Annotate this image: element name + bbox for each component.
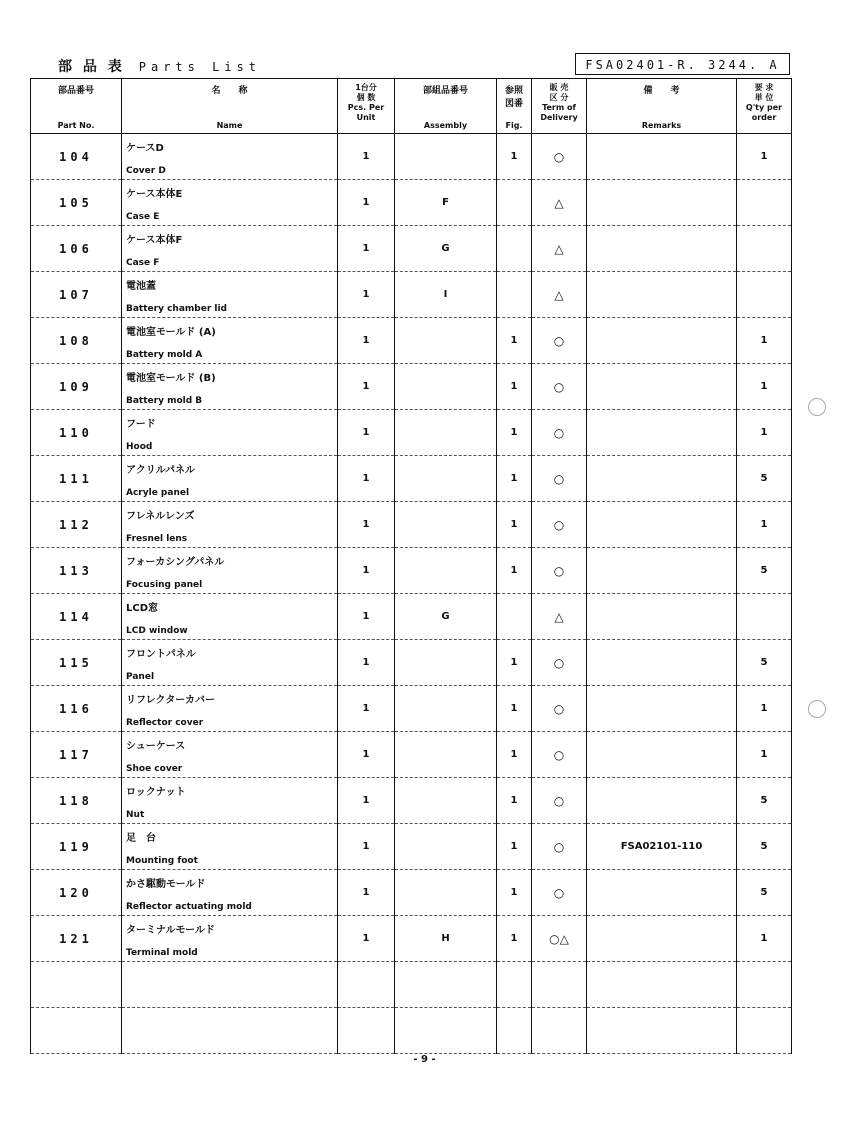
part-name-jp: リフレクターカバー bbox=[126, 695, 215, 706]
table-row bbox=[31, 226, 792, 272]
part-name-en: Shoe cover bbox=[126, 764, 183, 774]
part-name bbox=[122, 502, 338, 548]
part-name-en: Panel bbox=[126, 672, 155, 682]
part-name-jp: かさ駆動モールド bbox=[126, 879, 206, 890]
table-row bbox=[31, 916, 792, 962]
assembly-number bbox=[395, 732, 497, 778]
part-name-en: Reflector actuating mold bbox=[126, 902, 252, 912]
fig-number: 1 bbox=[497, 502, 532, 548]
table-row bbox=[31, 134, 792, 180]
assembly-number: F bbox=[395, 180, 497, 226]
column-header-label-en: Fig. bbox=[505, 121, 523, 130]
pcs-per-unit bbox=[338, 962, 395, 1008]
remarks bbox=[587, 686, 737, 732]
pcs-per-unit: 1 bbox=[338, 548, 395, 594]
part-number: 112 bbox=[31, 502, 122, 548]
term-of-delivery: ○ bbox=[532, 778, 587, 824]
part-name bbox=[122, 226, 338, 272]
table-header-row bbox=[31, 79, 792, 134]
fig-number bbox=[497, 962, 532, 1008]
remarks bbox=[587, 962, 737, 1008]
assembly-number bbox=[395, 134, 497, 180]
part-name-jp: ケースD bbox=[126, 143, 164, 154]
pcs-per-unit: 1 bbox=[338, 870, 395, 916]
part-name-en: Terminal mold bbox=[126, 948, 198, 958]
part-number: 118 bbox=[31, 778, 122, 824]
remarks bbox=[587, 870, 737, 916]
table-row bbox=[31, 594, 792, 640]
column-header bbox=[497, 79, 532, 134]
punch-hole-mark bbox=[808, 398, 826, 416]
part-number bbox=[31, 962, 122, 1008]
fig-number: 1 bbox=[497, 824, 532, 870]
punch-hole-mark bbox=[808, 700, 826, 718]
remarks bbox=[587, 410, 737, 456]
table-row bbox=[31, 778, 792, 824]
part-name bbox=[122, 1008, 338, 1054]
part-name bbox=[122, 180, 338, 226]
part-number: 108 bbox=[31, 318, 122, 364]
pcs-per-unit: 1 bbox=[338, 594, 395, 640]
part-number: 105 bbox=[31, 180, 122, 226]
pcs-per-unit: 1 bbox=[338, 824, 395, 870]
term-of-delivery: ○ bbox=[532, 456, 587, 502]
assembly-number bbox=[395, 686, 497, 732]
part-name-en: Hood bbox=[126, 442, 153, 452]
remarks bbox=[587, 916, 737, 962]
part-name bbox=[122, 962, 338, 1008]
assembly-number bbox=[395, 640, 497, 686]
part-name-jp: フォーカシングパネル bbox=[126, 557, 225, 568]
fig-number: 1 bbox=[497, 410, 532, 456]
assembly-number: H bbox=[395, 916, 497, 962]
fig-number: 1 bbox=[497, 916, 532, 962]
pcs-per-unit: 1 bbox=[338, 410, 395, 456]
qty-per-order: 1 bbox=[737, 410, 792, 456]
term-of-delivery: △ bbox=[532, 180, 587, 226]
column-header-label-en: Part No. bbox=[57, 121, 95, 130]
column-header bbox=[737, 79, 792, 134]
part-name-en: Reflector cover bbox=[126, 718, 204, 728]
part-name bbox=[122, 778, 338, 824]
part-name-en: Acryle panel bbox=[126, 488, 190, 498]
assembly-number: I bbox=[395, 272, 497, 318]
table-row bbox=[31, 318, 792, 364]
fig-number: 1 bbox=[497, 364, 532, 410]
pcs-per-unit: 1 bbox=[338, 732, 395, 778]
remarks bbox=[587, 226, 737, 272]
part-number: 119 bbox=[31, 824, 122, 870]
fig-number bbox=[497, 1008, 532, 1054]
part-name bbox=[122, 640, 338, 686]
remarks bbox=[587, 640, 737, 686]
table-row bbox=[31, 180, 792, 226]
table-row bbox=[31, 456, 792, 502]
remarks bbox=[587, 272, 737, 318]
qty-per-order: 1 bbox=[737, 318, 792, 364]
assembly-number bbox=[395, 410, 497, 456]
term-of-delivery: ○ bbox=[532, 364, 587, 410]
parts-table bbox=[30, 78, 792, 1054]
fig-number bbox=[497, 226, 532, 272]
fig-number: 1 bbox=[497, 134, 532, 180]
term-of-delivery: ○ bbox=[532, 502, 587, 548]
part-name bbox=[122, 594, 338, 640]
term-of-delivery: △ bbox=[532, 272, 587, 318]
remarks bbox=[587, 778, 737, 824]
column-header bbox=[122, 79, 338, 134]
column-header bbox=[31, 79, 122, 134]
column-header-label: 部組品番号 bbox=[422, 86, 468, 96]
pcs-per-unit: 1 bbox=[338, 180, 395, 226]
pcs-per-unit: 1 bbox=[338, 640, 395, 686]
remarks bbox=[587, 594, 737, 640]
term-of-delivery: ○ bbox=[532, 640, 587, 686]
assembly-number bbox=[395, 778, 497, 824]
column-header-label: 要 求 単 位 Q'ty per order bbox=[745, 83, 783, 122]
fig-number: 1 bbox=[497, 778, 532, 824]
remarks bbox=[587, 364, 737, 410]
term-of-delivery: ○ bbox=[532, 318, 587, 364]
fig-number: 1 bbox=[497, 732, 532, 778]
part-name bbox=[122, 824, 338, 870]
part-number: 116 bbox=[31, 686, 122, 732]
part-name-en: LCD window bbox=[126, 626, 188, 636]
qty-per-order: 1 bbox=[737, 732, 792, 778]
qty-per-order bbox=[737, 1008, 792, 1054]
part-name bbox=[122, 364, 338, 410]
column-header-label-en: Name bbox=[216, 121, 243, 130]
part-name-en: Battery mold A bbox=[126, 350, 203, 360]
qty-per-order bbox=[737, 962, 792, 1008]
qty-per-order: 1 bbox=[737, 686, 792, 732]
part-name-jp: ターミナルモールド bbox=[126, 925, 215, 936]
qty-per-order: 5 bbox=[737, 778, 792, 824]
title-jp: 部 品 表 bbox=[58, 59, 125, 75]
remarks bbox=[587, 134, 737, 180]
term-of-delivery: ○ bbox=[532, 548, 587, 594]
term-of-delivery bbox=[532, 962, 587, 1008]
part-name-jp: フレネルレンズ bbox=[126, 511, 195, 522]
remarks bbox=[587, 456, 737, 502]
part-name-jp: フード bbox=[126, 419, 156, 430]
table-row bbox=[31, 272, 792, 318]
table-body bbox=[31, 134, 792, 1054]
part-name-jp: ロックナット bbox=[126, 787, 186, 798]
table-row bbox=[31, 962, 792, 1008]
part-name-en: Fresnel lens bbox=[126, 534, 188, 544]
term-of-delivery: ○ bbox=[532, 870, 587, 916]
qty-per-order bbox=[737, 272, 792, 318]
part-name-jp: LCD窓 bbox=[126, 603, 159, 614]
page-number: - 9 - bbox=[413, 1054, 436, 1065]
fig-number: 1 bbox=[497, 640, 532, 686]
part-name-jp: シューケース bbox=[126, 741, 186, 752]
part-name-jp: 電池室モールド (B) bbox=[126, 373, 216, 384]
qty-per-order: 1 bbox=[737, 134, 792, 180]
part-name bbox=[122, 456, 338, 502]
pcs-per-unit: 1 bbox=[338, 364, 395, 410]
column-header-label-en: Assembly bbox=[423, 121, 468, 130]
document-number: FSA02401-R. 3244. A bbox=[575, 53, 790, 75]
qty-per-order: 1 bbox=[737, 364, 792, 410]
remarks bbox=[587, 732, 737, 778]
qty-per-order bbox=[737, 180, 792, 226]
part-name-jp: 足 台 bbox=[126, 833, 156, 844]
table-row bbox=[31, 686, 792, 732]
part-name bbox=[122, 732, 338, 778]
fig-number bbox=[497, 272, 532, 318]
table-row bbox=[31, 410, 792, 456]
assembly-number bbox=[395, 870, 497, 916]
part-name bbox=[122, 134, 338, 180]
table-row bbox=[31, 824, 792, 870]
table-row bbox=[31, 732, 792, 778]
qty-per-order bbox=[737, 594, 792, 640]
qty-per-order: 1 bbox=[737, 502, 792, 548]
remarks bbox=[587, 548, 737, 594]
part-number: 113 bbox=[31, 548, 122, 594]
fig-number: 1 bbox=[497, 456, 532, 502]
pcs-per-unit: 1 bbox=[338, 916, 395, 962]
column-header-label: 参照 図番 bbox=[504, 86, 523, 109]
column-header-label-en: Remarks bbox=[641, 121, 682, 130]
part-number: 114 bbox=[31, 594, 122, 640]
pcs-per-unit: 1 bbox=[338, 134, 395, 180]
title-en: Parts List bbox=[138, 60, 261, 74]
qty-per-order: 5 bbox=[737, 548, 792, 594]
fig-number bbox=[497, 594, 532, 640]
term-of-delivery: ○△ bbox=[532, 916, 587, 962]
qty-per-order bbox=[737, 226, 792, 272]
part-name-jp: 電池室モールド (A) bbox=[126, 327, 216, 338]
pcs-per-unit: 1 bbox=[338, 778, 395, 824]
term-of-delivery: ○ bbox=[532, 732, 587, 778]
term-of-delivery: △ bbox=[532, 594, 587, 640]
part-number: 110 bbox=[31, 410, 122, 456]
remarks bbox=[587, 1008, 737, 1054]
part-name bbox=[122, 686, 338, 732]
fig-number: 1 bbox=[497, 548, 532, 594]
table-row bbox=[31, 1008, 792, 1054]
part-name-en: Case F bbox=[126, 258, 160, 268]
pcs-per-unit: 1 bbox=[338, 502, 395, 548]
part-number: 121 bbox=[31, 916, 122, 962]
table-row bbox=[31, 548, 792, 594]
pcs-per-unit: 1 bbox=[338, 226, 395, 272]
part-number: 109 bbox=[31, 364, 122, 410]
assembly-number bbox=[395, 364, 497, 410]
fig-number bbox=[497, 180, 532, 226]
part-name bbox=[122, 410, 338, 456]
part-name-en: Nut bbox=[126, 810, 145, 820]
qty-per-order: 5 bbox=[737, 456, 792, 502]
pcs-per-unit: 1 bbox=[338, 318, 395, 364]
assembly-number bbox=[395, 1008, 497, 1054]
remarks bbox=[587, 502, 737, 548]
part-name bbox=[122, 272, 338, 318]
table-row bbox=[31, 364, 792, 410]
part-number: 107 bbox=[31, 272, 122, 318]
assembly-number bbox=[395, 456, 497, 502]
term-of-delivery: ○ bbox=[532, 824, 587, 870]
table-row bbox=[31, 640, 792, 686]
part-name-en: Focusing panel bbox=[126, 580, 203, 590]
column-header-label: 販 売 区 分 Term of Delivery bbox=[540, 83, 578, 122]
part-name-en: Battery chamber lid bbox=[126, 304, 228, 314]
part-number: 115 bbox=[31, 640, 122, 686]
fig-number: 1 bbox=[497, 870, 532, 916]
assembly-number bbox=[395, 962, 497, 1008]
pcs-per-unit: 1 bbox=[338, 272, 395, 318]
part-name-jp: ケース本体E bbox=[126, 189, 183, 200]
qty-per-order: 5 bbox=[737, 640, 792, 686]
remarks: FSA02101-110 bbox=[587, 824, 737, 870]
column-header bbox=[338, 79, 395, 134]
qty-per-order: 1 bbox=[737, 916, 792, 962]
column-header-label: 備 考 bbox=[643, 86, 680, 96]
term-of-delivery: △ bbox=[532, 226, 587, 272]
part-name-en: Mounting foot bbox=[126, 856, 198, 866]
term-of-delivery bbox=[532, 1008, 587, 1054]
pcs-per-unit: 1 bbox=[338, 456, 395, 502]
pcs-per-unit: 1 bbox=[338, 686, 395, 732]
qty-per-order: 5 bbox=[737, 870, 792, 916]
part-name bbox=[122, 318, 338, 364]
part-number: 120 bbox=[31, 870, 122, 916]
part-name-en: Cover D bbox=[126, 166, 166, 176]
column-header-label: 名 称 bbox=[211, 86, 248, 96]
assembly-number bbox=[395, 824, 497, 870]
pcs-per-unit bbox=[338, 1008, 395, 1054]
assembly-number: G bbox=[395, 594, 497, 640]
part-name bbox=[122, 870, 338, 916]
part-number: 117 bbox=[31, 732, 122, 778]
part-name-jp: フロントパネル bbox=[126, 649, 196, 660]
part-number: 111 bbox=[31, 456, 122, 502]
part-name-en: Battery mold B bbox=[126, 396, 203, 406]
term-of-delivery: ○ bbox=[532, 686, 587, 732]
qty-per-order: 5 bbox=[737, 824, 792, 870]
column-header bbox=[532, 79, 587, 134]
page-title bbox=[58, 56, 261, 76]
term-of-delivery: ○ bbox=[532, 410, 587, 456]
table-row bbox=[31, 870, 792, 916]
fig-number: 1 bbox=[497, 686, 532, 732]
column-header bbox=[395, 79, 497, 134]
assembly-number bbox=[395, 318, 497, 364]
remarks bbox=[587, 318, 737, 364]
part-number: 104 bbox=[31, 134, 122, 180]
fig-number: 1 bbox=[497, 318, 532, 364]
column-header-label: 1台分 個 数 Pcs. Per Unit bbox=[347, 83, 385, 122]
part-name bbox=[122, 548, 338, 594]
part-name-jp: ケース本体F bbox=[126, 235, 183, 246]
part-name bbox=[122, 916, 338, 962]
part-name-jp: 電池蓋 bbox=[126, 281, 156, 292]
part-number bbox=[31, 1008, 122, 1054]
part-number: 106 bbox=[31, 226, 122, 272]
part-name-en: Case E bbox=[126, 212, 160, 222]
column-header-label: 部品番号 bbox=[57, 86, 94, 96]
term-of-delivery: ○ bbox=[532, 134, 587, 180]
assembly-number bbox=[395, 502, 497, 548]
assembly-number: G bbox=[395, 226, 497, 272]
table-row bbox=[31, 502, 792, 548]
assembly-number bbox=[395, 548, 497, 594]
remarks bbox=[587, 180, 737, 226]
column-header bbox=[587, 79, 737, 134]
part-name-jp: アクリルパネル bbox=[126, 465, 195, 476]
